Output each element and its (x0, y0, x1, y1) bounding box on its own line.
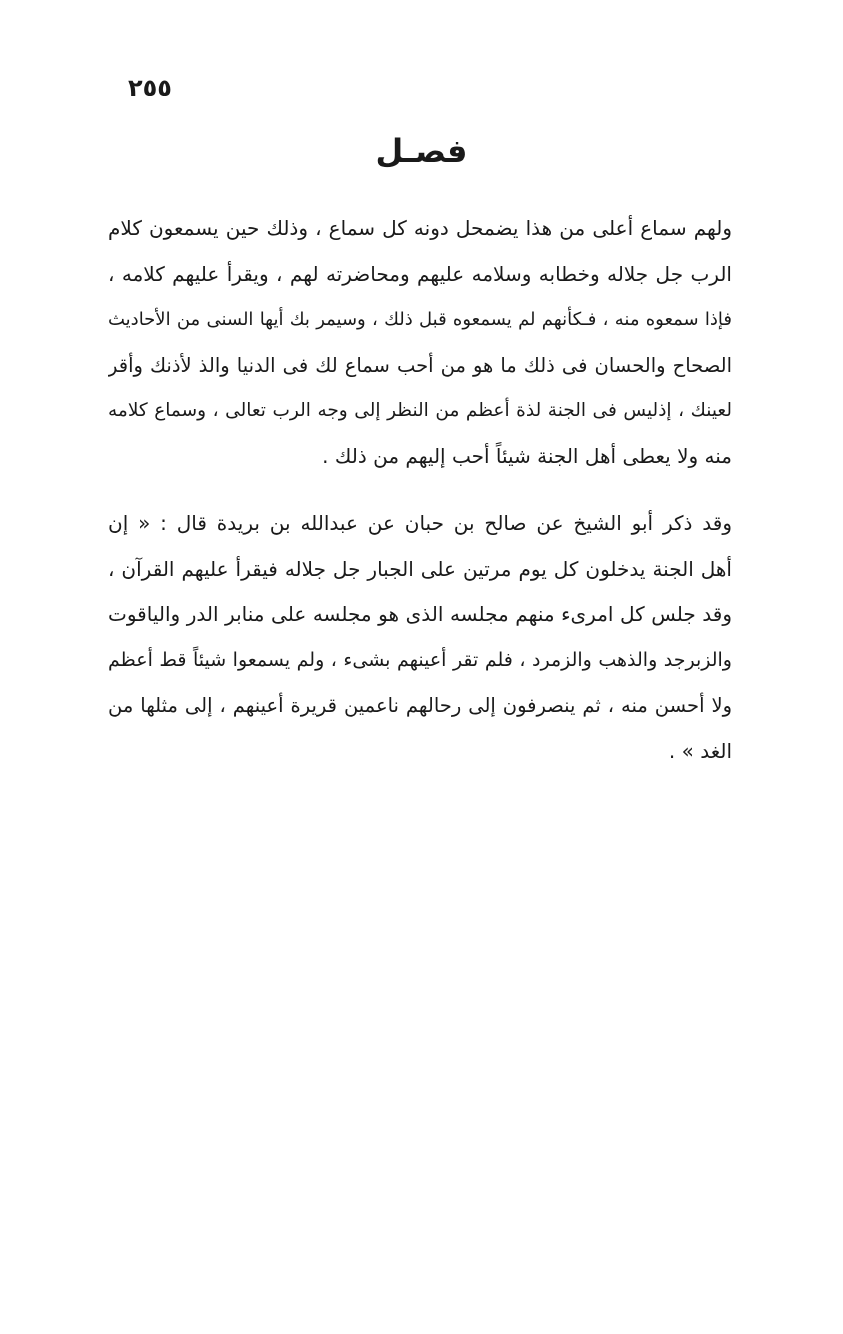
text-line: وقد جلس كل امرىء منهم مجلسه الذى هو مجلسه على منابر الدر والياقوت (108, 602, 732, 626)
paragraph-1 (108, 206, 732, 479)
text-line: وقد ذكر أبو الشيخ عن صالح بن حبان عن عبدالله بن بريدة قال : « إن (108, 511, 732, 535)
text-line: ولا أحسن منه ، ثم ينصرفون إلى رحالهم ناعمين قريرة أعينهم ، إلى مثلها من (108, 694, 732, 717)
text-line: فإذا سمعوه منه ، فـكأنهم لم يسمعوه قبل ذلك ، وسيمر بك أيها السنى من الأحاديث (108, 309, 732, 330)
text-line: الرب جل جلاله وخطابه وسلامه عليهم ومحاضرته لهم ، ويقرأ عليهم كلامه ، (108, 261, 732, 286)
text-line: الصحاح والحسان فى ذلك ما هو من أحب سماع لك فى الدنيا والذ لأذنك وأقر (108, 353, 732, 377)
page-number: ٢٥٥ (128, 74, 172, 102)
text-line: منه ولا يعطى أهل الجنة شيئاً أحب إليهم من ذلك . (322, 443, 732, 468)
text-line: والزبرجد والذهب والزمرد ، فلم تقر أعينهم بشىء ، ولم يسمعوا شيئاً قط أعظم (108, 648, 732, 671)
paragraph-2 (108, 501, 732, 774)
text-line: ولهم سماع أعلى من هذا يضمحل دونه كل سماع ، وذلك حين يسمعون كلام (108, 216, 732, 240)
section-heading: فصـل (375, 132, 468, 170)
text-line: الغد » . (668, 738, 732, 763)
text-line: لعينك ، إذليس فى الجنة لذة أعظم من النظر إلى وجه الرب تعالى ، وسماع كلامه (108, 400, 732, 421)
text-line: أهل الجنة يدخلون كل يوم مرتين على الجبار جل جلاله فيقرأ عليهم القرآن ، (108, 556, 732, 581)
